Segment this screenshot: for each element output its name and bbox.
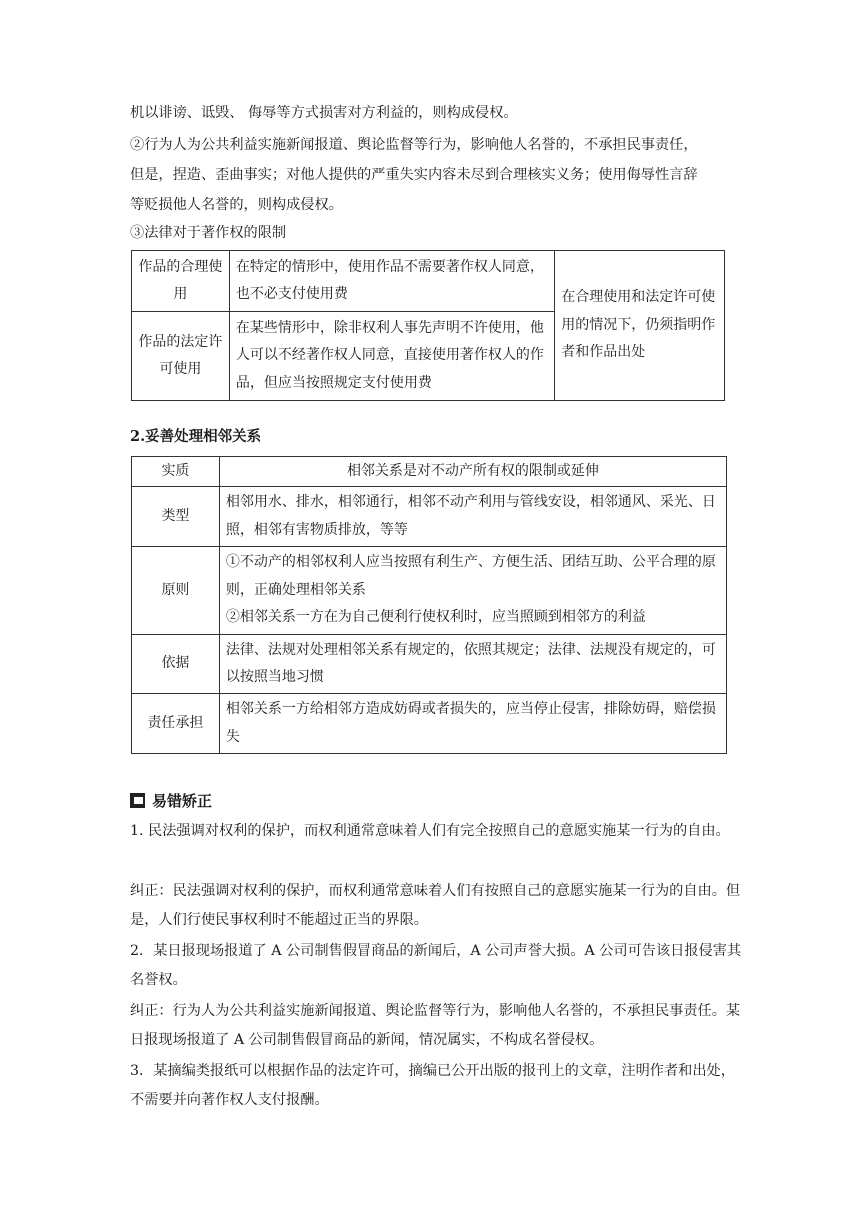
principle-line: ②相邻关系一方在为自己便利行使权利时，应当照顾到相邻方的利益 [225, 609, 646, 626]
table-row [132, 251, 725, 312]
intro-line: 等贬损他人名誉的，则构成侵权。 [130, 197, 343, 213]
row-content: 相邻关系是对不动产所有权的限制或延伸 [219, 457, 726, 487]
section-title: 2.妥善处理相邻关系 [130, 428, 262, 445]
row-label: 作品的法定许可使用 [132, 312, 230, 401]
error-statement: 2．某日报现场报道了 A 公司制售假冒商品的新闻后，A 公司声誉大损。A 公司可告该日报侵害其名誉权。 [130, 943, 742, 988]
table-row [132, 694, 727, 754]
table-row [132, 547, 727, 635]
correction-text: 纠正：民法强调对权利的保护，而权利通常意味着人们有按照自己的意愿实施某一行为的自由。但是，人们行使民事权利时不能超过正当的界限。 [130, 883, 741, 928]
table-row [132, 487, 727, 547]
error-statement: 1. 民法强调对权利的保护，而权利通常意味着人们有完全按照自己的意愿实施某一行为的自由。 [130, 823, 730, 839]
row-label: 实质 [132, 457, 220, 487]
intro-line: 机以诽谤、诋毁、 侮辱等方式损害对方利益的，则构成侵权。 [130, 105, 518, 121]
row-content: 相邻关系一方给相邻方造成妨碍或者损失的，应当停止侵害，排除妨碍，赔偿损失 [219, 694, 726, 754]
copyright-limits-table [131, 250, 725, 401]
error-statement: 3．某摘编类报纸可以根据作品的法定许可，摘编已公开出版的报刊上的文章，注明作者和出处，不需要并向著作权人支付报酬。 [130, 1063, 735, 1108]
row-content: 相邻用水、排水，相邻通行，相邻不动产利用与管线安设，相邻通风、采光、日照，相邻有害物质排放，等等 [219, 487, 726, 547]
intro-line: ③法律对于著作权的限制 [130, 225, 287, 241]
row-desc: 在特定的情形中，使用作品不需要著作权人同意，也不必支付使用费 [229, 251, 554, 312]
row-label: 责任承担 [132, 694, 220, 754]
principle-line: ①不动产的相邻权利人应当按照有利生产、方便生活、团结互助、公平合理的原则，正确处理相邻关系 [225, 554, 716, 598]
row-label: 原则 [132, 547, 220, 635]
neighbor-relations-table [131, 456, 727, 754]
table-row [132, 635, 727, 694]
table-row [132, 457, 727, 487]
row-content [219, 547, 726, 635]
row-label: 类型 [132, 487, 220, 547]
correction-text: 纠正：行为人为公共利益实施新闻报道、舆论监督等行为，影响他人名誉的，不承担民事责任。某日报现场报道了 A 公司制售假冒商品的新闻，情况属实，不构成名誉侵权。 [130, 1003, 741, 1048]
row-content: 法律、法规对处理相邻关系有规定的，依照其规定；法律、法规没有规定的，可以按照当地习惯 [219, 635, 726, 694]
section-badge-icon [130, 793, 145, 808]
note-cell: 在合理使用和法定许可使用的情况下，仍须指明作者和作品出处 [555, 251, 725, 401]
row-label: 作品的合理使用 [132, 251, 230, 312]
error-section-header [130, 788, 212, 812]
error-section-title: 易错矫正 [152, 791, 213, 810]
intro-line: ②行为人为公共利益实施新闻报道、舆论监督等行为，影响他人名誉的，不承担民事责任， [130, 137, 698, 153]
row-label: 依据 [132, 635, 220, 694]
row-desc: 在某些情形中，除非权利人事先声明不许使用，他人可以不经著作权人同意，直接使用著作权人的作品，但应当按照规定支付使用费 [229, 312, 554, 401]
intro-line: 但是，捏造、歪曲事实；对他人提供的严重失实内容未尽到合理核实义务；使用侮辱性言辞 [130, 167, 698, 183]
